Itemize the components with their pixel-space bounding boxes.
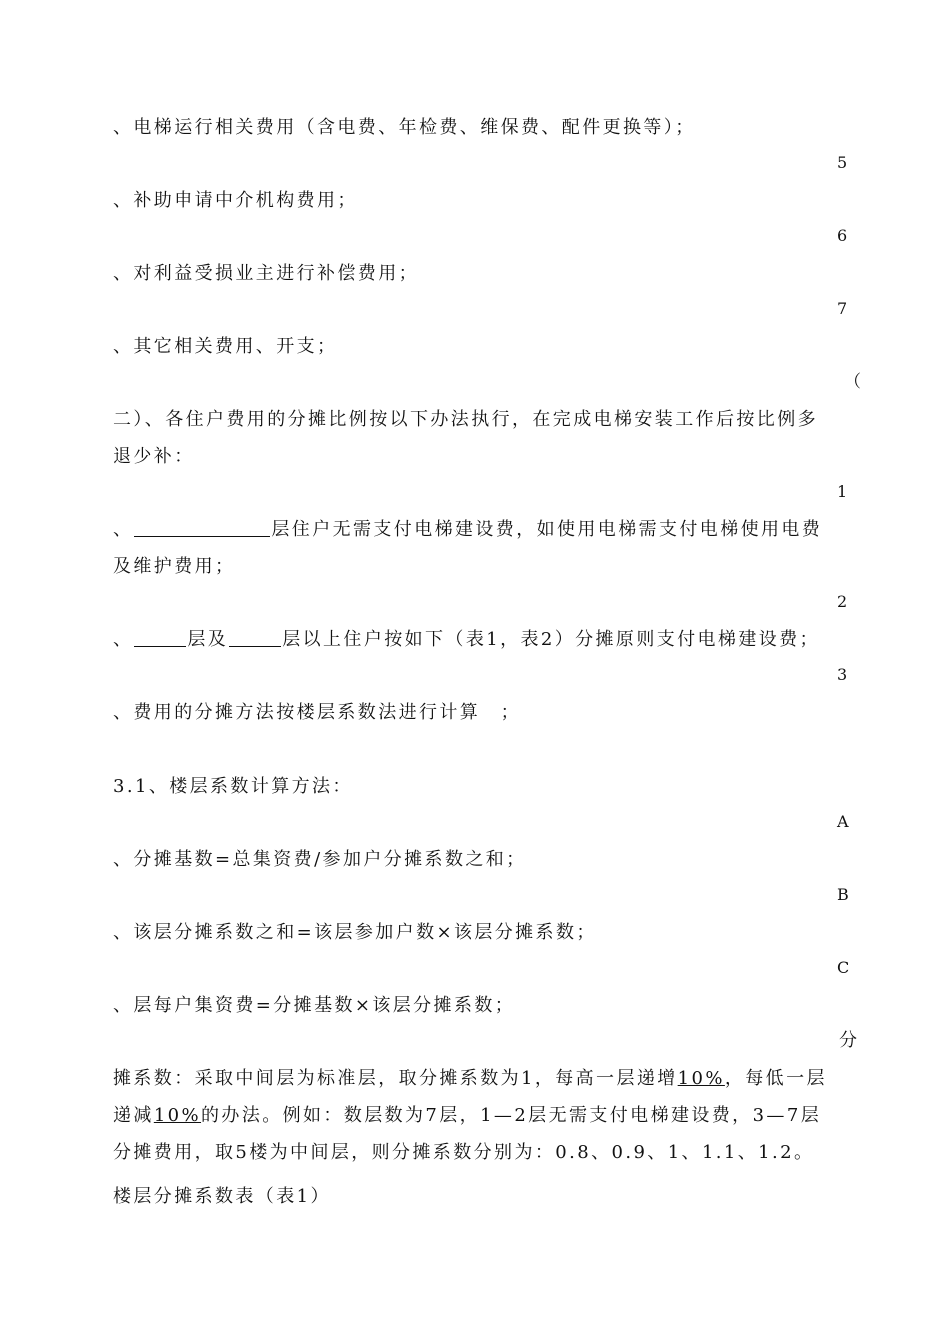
floor-blank-field <box>134 518 270 537</box>
section-two-heading-line1: 二）、各住户费用的分摊比例按以下办法执行，在完成电梯安装工作后按比例多 <box>113 409 818 430</box>
item-elevator-operation-costs: 、电梯运行相关费用（含电费、年检费、维保费、配件更换等）； <box>113 117 696 138</box>
item-number-1: 1 <box>837 482 848 501</box>
increment-percent: 10% <box>677 1068 725 1089</box>
item-text: 层住户无需支付电梯建设费，如使用电梯需支付电梯使用电费 <box>271 519 823 540</box>
item-text: 层及 <box>187 629 229 650</box>
item-letter-c: C <box>837 958 850 977</box>
item-calculation-method: 、费用的分摊方法按楼层系数法进行计算 ； <box>113 702 521 723</box>
coefficient-paragraph-line3: 分摊费用，取5楼为中间层，则分摊系数分别为：0.8、0.9、1、1.1、1.2。 <box>113 1142 815 1163</box>
paragraph-text: 摊系数：采取中间层为标准层，取分摊系数为1，每高一层递增 <box>113 1068 678 1089</box>
item-number-2: 2 <box>837 592 848 611</box>
section-two-heading-line2: 退少补： <box>113 446 195 467</box>
item-number-6: 6 <box>837 226 848 245</box>
item-prefix: 、 <box>113 519 134 540</box>
floor-blank-field <box>229 628 281 647</box>
subsection-3-1-heading: 3.1、楼层系数计算方法： <box>113 776 353 797</box>
paragraph-text: 的办法。例如：数层数为7层，1—2层无需支付电梯建设费，3—7层 <box>201 1105 822 1126</box>
item-household-fee-formula: 、层每户集资费=分摊基数×该层分摊系数； <box>113 995 516 1016</box>
item-base-formula: 、分摊基数=总集资费/参加户分摊系数之和； <box>113 849 527 870</box>
item-paying-floors <box>113 628 820 652</box>
decrement-percent: 10% <box>153 1105 202 1126</box>
item-exempt-floors-line2: 及维护费用； <box>113 556 236 577</box>
item-letter-a: A <box>837 812 849 831</box>
section-open-paren: （ <box>844 372 861 392</box>
item-number-5: 5 <box>837 153 848 172</box>
paragraph-text: 递减 <box>113 1105 154 1126</box>
paragraph-text: ，每低一层 <box>724 1068 827 1089</box>
item-compensation-costs: 、对利益受损业主进行补偿费用； <box>113 263 419 284</box>
item-agency-costs: 、补助申请中介机构费用； <box>113 190 358 211</box>
floor-blank-field <box>134 628 186 647</box>
item-number-3: 3 <box>837 665 848 684</box>
item-number-7: 7 <box>837 299 848 318</box>
item-floor-sum-formula: 、该层分摊系数之和=该层参加户数×该层分摊系数； <box>113 922 597 943</box>
item-exempt-floors-line1 <box>113 518 822 542</box>
item-letter-b: B <box>837 885 849 904</box>
item-prefix: 、 <box>113 629 134 650</box>
coefficient-paragraph-line2 <box>113 1104 821 1128</box>
item-text: 层以上住户按如下（表1，表2）分摊原则支付电梯建设费； <box>282 629 820 650</box>
paragraph-first-char: 分 <box>839 1030 857 1051</box>
coefficient-paragraph-line1 <box>113 1067 827 1091</box>
table-1-caption: 楼层分摊系数表（表1） <box>113 1186 331 1207</box>
item-other-costs: 、其它相关费用、开支； <box>113 336 338 357</box>
